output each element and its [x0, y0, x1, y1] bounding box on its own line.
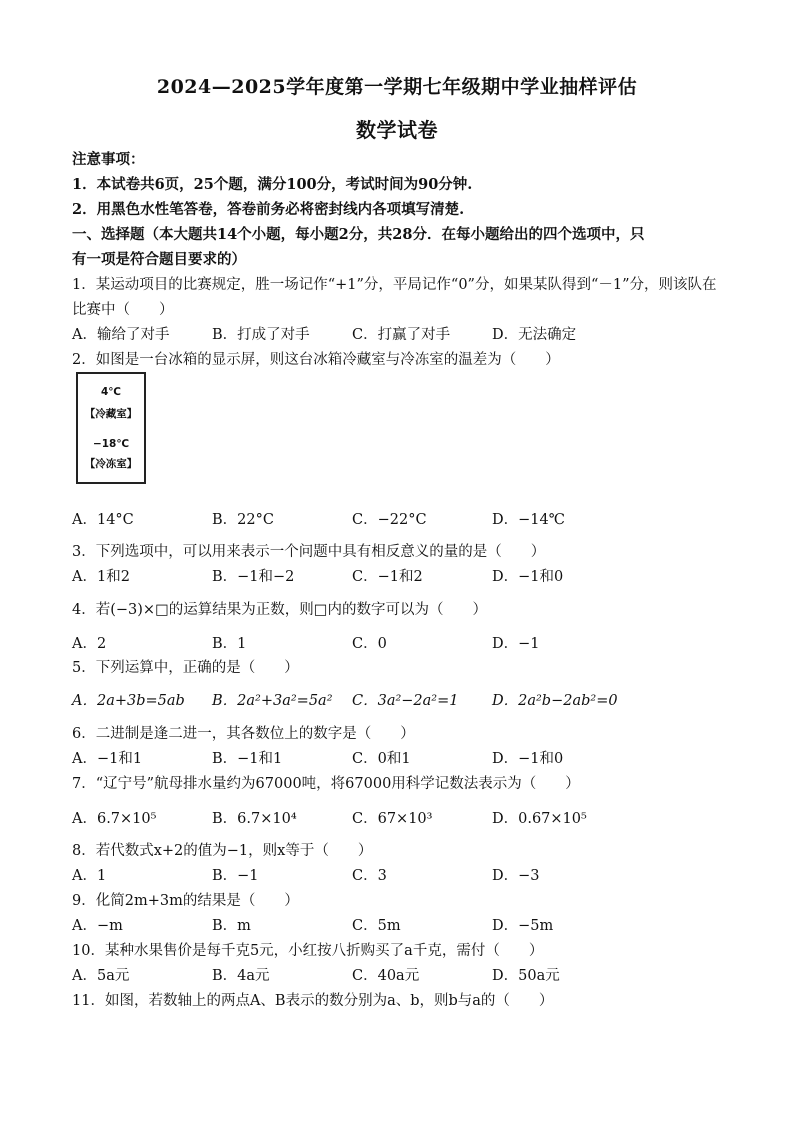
option-a: A．14°C	[72, 512, 134, 528]
option-a: A．5a元	[72, 968, 130, 984]
option-d: D．−14℃	[492, 512, 565, 528]
option-a: A．2	[72, 636, 107, 652]
option-b: B．−1和1	[212, 751, 283, 767]
question-4-options	[72, 632, 732, 654]
option-d: D．2a²b−2ab²=0	[492, 693, 618, 709]
question-3-stem: 3．下列选项中，可以用来表示一个问题中具有相反意义的量的是（ ）	[72, 544, 546, 560]
option-d: D．−3	[492, 868, 540, 884]
option-a: A．2a+3b=5ab	[72, 693, 185, 709]
question-5-stem: 5．下列运算中，正确的是（ ）	[72, 660, 299, 676]
option-c: C．−1和2	[352, 569, 423, 585]
option-a: A．输给了对手	[72, 327, 170, 343]
question-2-stem: 2．如图是一台冰箱的显示屏，则这台冰箱冷藏室与冷冻室的温差为（ ）	[72, 352, 560, 368]
option-d: D．0.67×10⁵	[492, 811, 587, 827]
fridge-temp-1: 4℃	[100, 386, 122, 398]
option-a: A．−m	[72, 918, 123, 934]
page-title: 2024—2025学年度第一学期七年级期中学业抽样评估	[156, 76, 638, 98]
option-c: C．−22°C	[352, 512, 427, 528]
section-heading-line-2: 有一项是符合题目要求的）	[72, 251, 246, 268]
question-5-options	[72, 689, 732, 711]
fridge-label-2: 【冷冻室】	[84, 458, 138, 470]
option-b: B．m	[212, 918, 251, 934]
question-7-stem: 7．“辽宁号”航母排水量约为67000吨，将67000用科学记数法表示为（ ）	[72, 776, 580, 792]
option-d: D．50a元	[492, 968, 560, 984]
question-6-options	[72, 747, 732, 769]
question-8-stem: 8．若代数式x+2的值为−1，则x等于（ ）	[72, 843, 373, 859]
option-d: D．−1和0	[492, 569, 564, 585]
option-b: B．6.7×10⁴	[212, 811, 297, 827]
option-b: B．1	[212, 636, 247, 652]
question-3-options	[72, 565, 732, 587]
question-11-stem: 11．如图，若数轴上的两点A、B表示的数分别为a、b，则b与a的（ ）	[72, 993, 554, 1009]
fridge-label-1: 【冷藏室】	[84, 408, 138, 420]
option-b: B．2a²+3a²=5a²	[212, 693, 333, 709]
question-10-stem: 10．某种水果售价是每千克5元，小红按八折购买了a千克，需付（ ）	[72, 943, 544, 959]
option-b: B．4a元	[212, 968, 270, 984]
page-subtitle: 数学试卷	[356, 118, 438, 142]
option-d: D．无法确定	[492, 327, 577, 343]
question-9-stem: 9．化简2m+3m的结果是（ ）	[72, 893, 299, 909]
option-c: C．打赢了对手	[352, 327, 451, 343]
question-4-stem: 4．若(−3)×□的运算结果为正数，则□内的数字可以为（ ）	[72, 602, 487, 618]
question-1-stem: 1．某运动项目的比赛规定，胜一场记作“+1”分，平局记作“0”分，如果某队得到“－1”分，则该队在	[72, 277, 717, 293]
option-c: C．0和1	[352, 751, 411, 767]
fridge-display-figure	[76, 372, 146, 484]
option-c: C．5m	[352, 918, 401, 934]
option-a: A．6.7×10⁵	[72, 811, 157, 827]
notice-item-1: 1．本试卷共6页，25个题，满分100分，考试时间为90分钟.	[72, 176, 473, 193]
option-c: C．40a元	[352, 968, 420, 984]
option-a: A．1	[72, 868, 107, 884]
question-10-options	[72, 964, 732, 986]
fridge-temp-2: −18℃	[92, 438, 130, 450]
option-b: B．22°C	[212, 512, 274, 528]
option-a: A．1和2	[72, 569, 130, 585]
option-c: C．3a²−2a²=1	[352, 693, 459, 709]
option-b: B．−1和−2	[212, 569, 295, 585]
notice-heading: 注意事项：	[72, 151, 145, 168]
option-a: A．−1和1	[72, 751, 143, 767]
question-1-options	[72, 323, 732, 345]
option-c: C．67×10³	[352, 811, 433, 827]
question-2-options	[72, 508, 732, 530]
question-9-options	[72, 914, 732, 936]
option-c: C．3	[352, 868, 387, 884]
option-b: B．打成了对手	[212, 327, 310, 343]
option-d: D．−5m	[492, 918, 554, 934]
option-d: D．−1和0	[492, 751, 564, 767]
question-6-stem: 6．二进制是逢二进一，其各数位上的数字是（ ）	[72, 726, 415, 742]
question-8-options	[72, 864, 732, 886]
question-1-stem-cont: 比赛中（ ）	[72, 302, 174, 318]
question-7-options	[72, 807, 732, 829]
notice-item-2: 2．用黑色水性笔答卷，答卷前务必将密封线内各项填写清楚.	[72, 201, 465, 218]
option-d: D．−1	[492, 636, 540, 652]
option-b: B．−1	[212, 868, 259, 884]
option-c: C．0	[352, 636, 387, 652]
section-heading-line-1: 一、选择题（本大题共14个小题，每小题2分，共28分．在每小题给出的四个选项中，只	[72, 226, 645, 243]
